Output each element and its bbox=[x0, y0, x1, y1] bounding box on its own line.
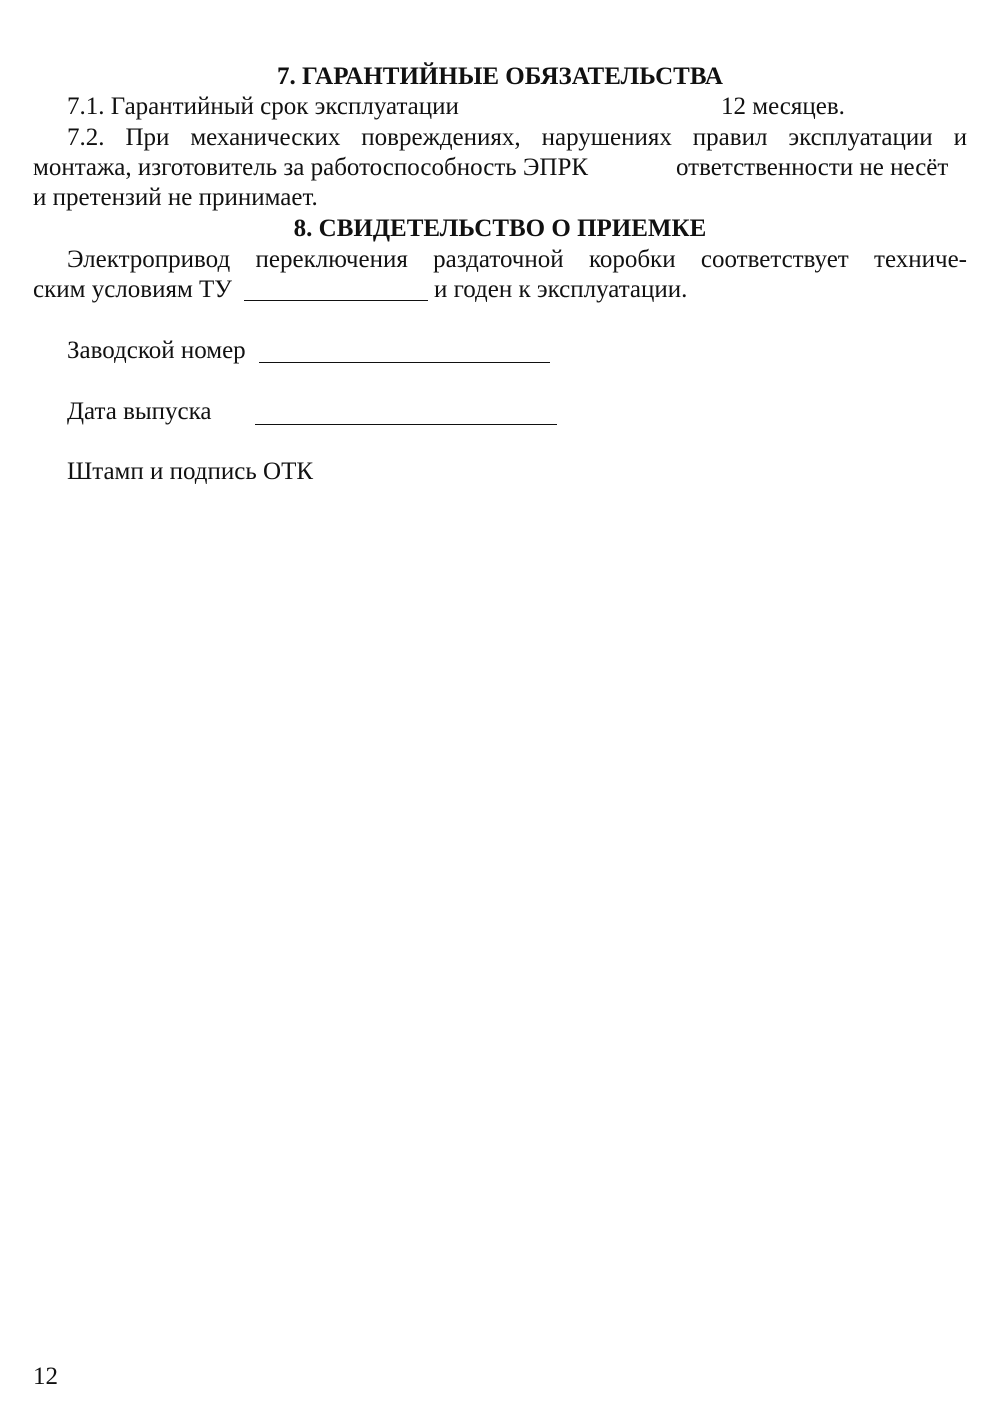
serial-number-blank[interactable] bbox=[259, 362, 550, 363]
warranty-period-label: 7.1. Гарантийный срок эксплуатации bbox=[67, 93, 459, 120]
clause-7-2-line-3: и претензий не принимает. bbox=[33, 184, 318, 211]
clause-7-2-line-1-text: 7.2. При механических повреждениях, нарушениях правил эксплуатации и bbox=[67, 124, 967, 151]
acceptance-line-1-text: Электропривод переключения раздаточной коробки соответствует техниче- bbox=[67, 246, 967, 273]
section-7-title: 7. ГАРАНТИЙНЫЕ ОБЯЗАТЕЛЬСТВА bbox=[277, 63, 723, 90]
tu-number-blank[interactable] bbox=[244, 300, 428, 301]
release-date-label: Дата выпуска bbox=[67, 398, 212, 425]
page-number: 12 bbox=[33, 1363, 58, 1390]
clause-7-2-line-2a: монтажа, изготовитель за работоспособность ЭПРК bbox=[33, 154, 589, 181]
clause-7-2-line-2b: ответственности не несёт bbox=[676, 154, 949, 181]
warranty-period-value: 12 месяцев. bbox=[721, 93, 845, 120]
acceptance-line-1 bbox=[67, 245, 967, 275]
section-8-title: 8. СВИДЕТЕЛЬСТВО О ПРИЕМКЕ bbox=[293, 215, 707, 242]
qc-stamp-label: Штамп и подпись ОТК bbox=[67, 458, 314, 485]
clause-7-2-line-1 bbox=[67, 123, 967, 153]
release-date-blank[interactable] bbox=[255, 424, 557, 425]
serial-number-label: Заводской номер bbox=[67, 337, 246, 364]
acceptance-line-2b: и годен к эксплуатации. bbox=[434, 276, 688, 303]
acceptance-line-2a: ским условиям ТУ bbox=[33, 276, 232, 303]
